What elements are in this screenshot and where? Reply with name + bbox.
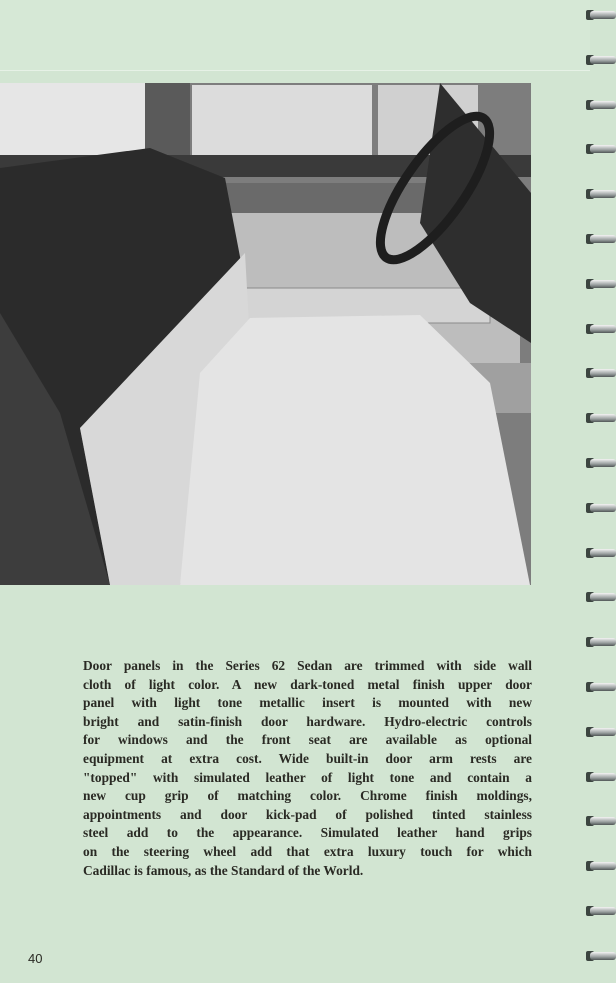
binding-ring [586, 680, 616, 694]
binding-ring [586, 501, 616, 515]
seat-photo-illustration [0, 83, 531, 585]
binding-ring [586, 8, 616, 22]
wire-loop [590, 369, 616, 377]
wire-loop [590, 280, 616, 288]
text-line: appointments and door kick-pad of polished tinted stainless [83, 806, 532, 822]
text-line: Cadillac is famous, as the Standard of the World. [83, 862, 364, 878]
text-line: equipment at extra cost. Wide built-in door arm rests are [83, 750, 532, 766]
wire-loop [590, 683, 616, 691]
text-line: panel with light tone metallic insert is mounted with new [83, 695, 532, 711]
wire-loop [590, 504, 616, 512]
wire-loop [590, 325, 616, 333]
binding-ring [586, 232, 616, 246]
text-line: "topped" with simulated leather of light tone and contain a [83, 769, 532, 785]
text-line: on the steering wheel add that extra luxury touch for which [83, 843, 532, 859]
binding-ring [586, 814, 616, 828]
binding-ring [586, 546, 616, 560]
binding-ring [586, 456, 616, 470]
wire-loop [590, 549, 616, 557]
wire-loop [590, 56, 616, 64]
binding-ring [586, 635, 616, 649]
text-line: cloth of light color. A new dark-toned metal finish upper door [83, 676, 532, 692]
page-top-band [0, 0, 590, 71]
binding-ring [586, 366, 616, 380]
wire-loop [590, 907, 616, 915]
wire-loop [590, 11, 616, 19]
description-paragraph [83, 657, 532, 880]
binding-ring [586, 98, 616, 112]
binding-ring [586, 725, 616, 739]
page-number: 40 [28, 951, 43, 966]
wire-loop [590, 190, 616, 198]
text-line: Door panels in the Series 62 Sedan are trimmed with side wall [83, 658, 532, 673]
binding-ring [586, 770, 616, 784]
spiral-binding [586, 0, 616, 983]
text-line: new cup grip of matching color. Chrome finish moldings, [83, 788, 532, 804]
binding-ring [586, 53, 616, 67]
binding-ring [586, 142, 616, 156]
wire-loop [590, 145, 616, 153]
binding-ring [586, 904, 616, 918]
wire-loop [590, 101, 616, 109]
binding-ring [586, 590, 616, 604]
wire-loop [590, 459, 616, 467]
wire-loop [590, 952, 616, 960]
wire-loop [590, 414, 616, 422]
wire-loop [590, 235, 616, 243]
binding-ring [586, 322, 616, 336]
binding-ring [586, 277, 616, 291]
text-line: bright and satin-finish door hardware. Hydro-electric controls [83, 713, 532, 729]
wire-loop [590, 593, 616, 601]
text-line: for windows and the front seat are available as optional [83, 732, 532, 748]
wire-loop [590, 638, 616, 646]
binding-ring [586, 949, 616, 963]
binding-ring [586, 411, 616, 425]
text-line: steel add to the appearance. Simulated leather hand grips [83, 825, 532, 841]
wire-loop [590, 862, 616, 870]
wire-loop [590, 773, 616, 781]
wire-loop [590, 817, 616, 825]
binding-ring [586, 187, 616, 201]
interior-photo [0, 83, 531, 585]
wire-loop [590, 728, 616, 736]
binding-ring [586, 859, 616, 873]
